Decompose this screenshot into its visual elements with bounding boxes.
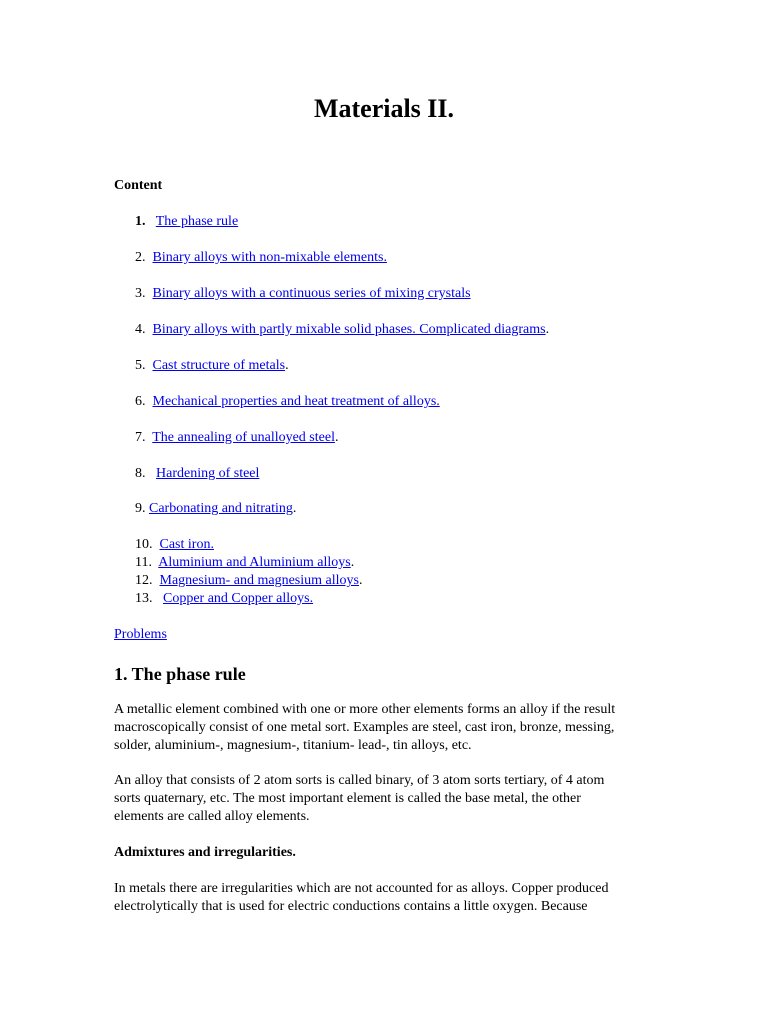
toc-link-hardening[interactable]: Hardening of steel: [156, 466, 260, 481]
toc-trail: .: [285, 358, 289, 373]
paragraph-line: A metallic element combined with one or more other elements forms an alloy if the result: [114, 702, 616, 717]
toc-item-13: [135, 590, 313, 608]
toc-number: 10.: [135, 537, 153, 552]
toc-trail: .: [292, 501, 297, 516]
section-heading: 1. The phase rule: [114, 664, 246, 684]
toc-link-carbonating[interactable]: Carbonating and nitrating: [149, 501, 293, 516]
toc-number: 6.: [135, 394, 146, 409]
toc-number: 7.: [135, 430, 146, 445]
paragraph-line: electrolytically that is used for electric conductions contains a little oxygen. Because: [114, 899, 588, 914]
paragraph-line: In metals there are irregularities which are not accounted for as alloys. Copper produced: [114, 881, 609, 896]
toc-item-3: [135, 285, 471, 303]
paragraph-1: [114, 701, 664, 755]
paragraph-3: [114, 880, 664, 916]
problems-link[interactable]: Problems: [114, 627, 167, 642]
toc-link-cast-structure[interactable]: Cast structure of metals: [152, 358, 286, 373]
toc-item-4: [135, 321, 549, 339]
toc-trail: .: [334, 430, 339, 445]
toc-link-copper[interactable]: Copper and Copper alloys.: [163, 591, 314, 606]
toc-link-aluminium[interactable]: Aluminium and Aluminium alloys: [158, 555, 351, 570]
toc-number: 11.: [135, 555, 152, 570]
toc-number: 1.: [135, 214, 146, 229]
sub-heading: Admixtures and irregularities.: [114, 845, 296, 860]
paragraph-line: elements are called alloy elements.: [114, 809, 310, 824]
toc-item-11: [135, 554, 354, 572]
toc-item-6: [135, 393, 440, 411]
toc-number: 3.: [135, 286, 146, 301]
toc-link-continuous-series[interactable]: Binary alloys with a continuous series of mixing crystals: [152, 286, 471, 301]
toc-number: 2.: [135, 250, 146, 265]
toc-number: 12.: [135, 573, 153, 588]
toc-number: 8.: [135, 466, 146, 481]
toc-trail: .: [350, 555, 355, 570]
toc-link-magnesium[interactable]: Magnesium- and magnesium alloys: [159, 573, 359, 588]
toc-number: 4.: [135, 322, 146, 337]
toc-item-10: [135, 536, 214, 554]
toc-link-mechanical-properties[interactable]: Mechanical properties and heat treatment of alloys.: [152, 394, 440, 409]
toc-number: 9.: [135, 501, 146, 516]
paragraph-line: solder, aluminium-, magnesium-, titanium- lead-, tin alloys, etc.: [114, 738, 472, 753]
paragraph-line: macroscopically consist of one metal sort. Examples are steel, cast iron, bronze, messing,: [114, 720, 615, 735]
toc-item-12: [135, 572, 362, 590]
toc-trail: .: [358, 573, 363, 588]
paragraph-line: sorts quaternary, etc. The most important element is called the base metal, the other: [114, 791, 581, 806]
paragraph-2: [114, 772, 664, 826]
toc-link-annealing[interactable]: The annealing of unalloyed steel: [152, 430, 335, 445]
document-title: Materials II.: [313, 94, 455, 123]
toc-link-phase-rule[interactable]: The phase rule: [155, 214, 239, 229]
toc-item-7: [135, 429, 338, 447]
toc-trail: .: [545, 322, 550, 337]
toc-number: 5.: [135, 358, 146, 373]
toc-item-5: [135, 357, 289, 375]
content-heading: Content: [114, 178, 163, 193]
toc-link-partly-mixable[interactable]: Binary alloys with partly mixable solid phases. Complicated diagrams: [152, 322, 546, 337]
toc-link-non-mixable[interactable]: Binary alloys with non-mixable elements.: [152, 250, 387, 265]
toc-item-2: [135, 249, 387, 267]
toc-item-9: [135, 500, 296, 518]
paragraph-line: An alloy that consists of 2 atom sorts is called binary, of 3 atom sorts tertiary, of 4 atom: [114, 773, 605, 788]
toc-item-1: [135, 213, 238, 231]
toc-item-8: [135, 465, 259, 483]
toc-link-cast-iron[interactable]: Cast iron.: [159, 537, 214, 552]
problems-item: [114, 626, 167, 644]
toc-number: 13.: [135, 591, 153, 606]
